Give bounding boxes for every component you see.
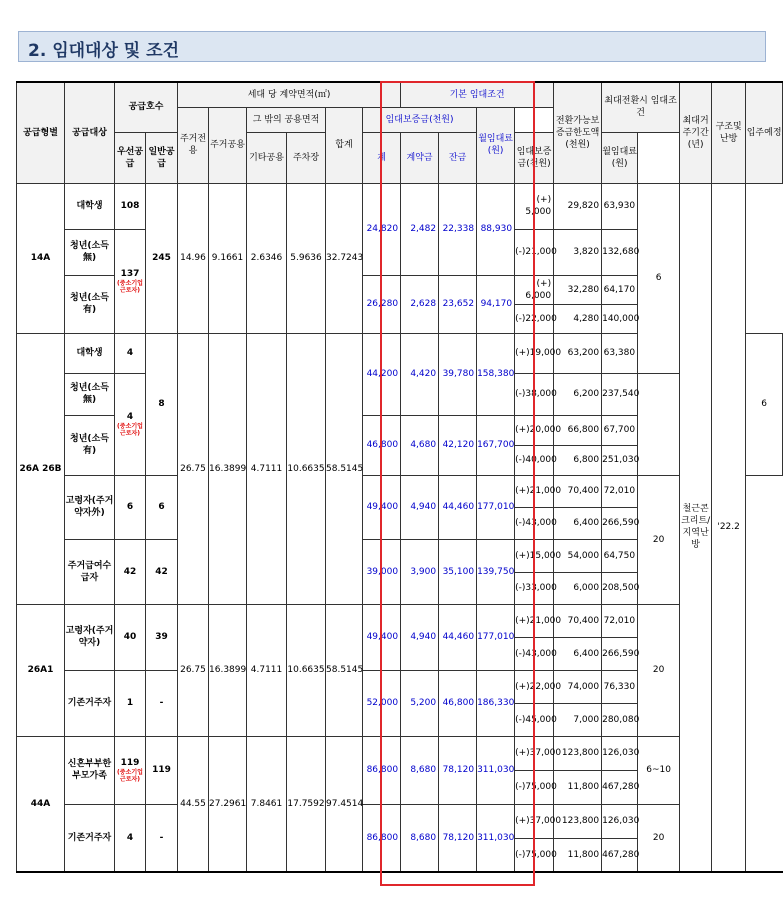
structure-value: 철근콘크리트/지역난방: [680, 183, 712, 872]
parking-area: 17.7592: [287, 736, 326, 872]
target: 기존거주자: [65, 804, 115, 872]
conv-deposit: 3,820: [554, 229, 602, 275]
header-structure: 구조및난방: [712, 82, 746, 183]
general-count: 119: [146, 736, 178, 804]
deposit-sum: 26,280: [363, 275, 401, 333]
conv-limit: (-)43,000: [515, 507, 554, 539]
balance: 46,800: [439, 670, 477, 736]
conv-limit: (-)75,000: [515, 770, 554, 804]
priority-count: 42: [115, 539, 146, 604]
total-area: 32.7243: [326, 183, 363, 333]
target: 고령자(주거약자): [65, 604, 115, 670]
header-deposit-sum: 계: [363, 132, 401, 183]
header-conv-rent: 월임대료(원): [602, 132, 638, 183]
other-area: 7.8461: [247, 736, 287, 872]
header-contract-area: 세대 당 계약면적(㎡): [178, 82, 401, 107]
priority-count: 1: [115, 670, 146, 736]
balance: 35,100: [439, 539, 477, 604]
max-period: 6~10: [638, 736, 680, 804]
max-period: 6: [746, 333, 783, 475]
conv-limit: (-)33,000: [515, 572, 554, 604]
type-26a1: 26A1: [17, 604, 65, 736]
header-move-in: 입주예정: [746, 82, 783, 183]
header-monthly-rent: 월임대료(원): [477, 107, 515, 183]
conv-deposit: 66,800: [554, 415, 602, 445]
header-conv-deposit: 임대보증금(천원): [515, 132, 554, 183]
parking-area: 10.6635: [287, 333, 326, 604]
deposit-sum: 24,820: [363, 183, 401, 275]
target: 기존거주자: [65, 670, 115, 736]
conv-limit: (-)40,000: [515, 445, 554, 475]
header-exclusive: 주거전용: [178, 107, 209, 183]
rental-conditions-table: [16, 81, 783, 873]
conv-rent: 467,280: [602, 770, 638, 804]
monthly-rent: 88,930: [477, 183, 515, 275]
section-title-bar: [18, 31, 766, 62]
deposit-sum: 44,200: [363, 333, 401, 415]
max-period: 20: [638, 604, 680, 736]
conv-rent: 132,680: [602, 229, 638, 275]
deposit-sum: 86,800: [363, 804, 401, 872]
common-area: 9.1661: [209, 183, 247, 333]
general-count: 8: [146, 333, 178, 475]
conv-rent: 64,170: [602, 275, 638, 304]
priority-count: 6: [115, 475, 146, 539]
type-44a: 44A: [17, 736, 65, 872]
general-count: -: [146, 670, 178, 736]
contract-fee: 2,628: [401, 275, 439, 333]
header-balance: 잔금: [439, 132, 477, 183]
target: 청년(소득有): [65, 415, 115, 475]
conv-rent: 280,080: [602, 703, 638, 736]
priority-count: 108: [115, 183, 146, 229]
exclusive-area: 44.55: [178, 736, 209, 872]
conv-limit: (-)21,000: [515, 229, 554, 275]
deposit-sum: 49,400: [363, 475, 401, 539]
conv-limit: (+)21,000: [515, 604, 554, 637]
conv-rent: 72,010: [602, 475, 638, 507]
monthly-rent: 311,030: [477, 804, 515, 872]
conv-rent: 208,500: [602, 572, 638, 604]
conv-limit: (-)43,000: [515, 637, 554, 670]
conv-limit: (+) 6,000: [515, 275, 554, 304]
type-26a-26b: 26A 26B: [17, 333, 65, 604]
priority-count: 4: [115, 333, 146, 373]
conv-deposit: 54,000: [554, 539, 602, 572]
total-area: 97.4514: [326, 736, 363, 872]
monthly-rent: 158,380: [477, 333, 515, 415]
max-period: 6: [638, 183, 680, 373]
conv-deposit: 70,400: [554, 604, 602, 637]
contract-fee: 2,482: [401, 183, 439, 275]
deposit-sum: 39,000: [363, 539, 401, 604]
parking-area: 10.6635: [287, 604, 326, 736]
conv-limit: (+)37,000: [515, 736, 554, 770]
monthly-rent: 311,030: [477, 736, 515, 804]
priority-count: 119 (중소기업근로자): [115, 736, 146, 804]
priority-note: (중소기업근로자): [117, 769, 143, 783]
header-max-conversion: 최대전환시 임대조건: [602, 82, 680, 132]
conv-limit: (+)22,000: [515, 670, 554, 703]
header-basic-conditions: 기본 임대조건: [401, 82, 554, 107]
conv-limit: (-)38,000: [515, 373, 554, 415]
conv-rent: 64,750: [602, 539, 638, 572]
balance: 78,120: [439, 804, 477, 872]
monthly-rent: 186,330: [477, 670, 515, 736]
exclusive-area: 14.96: [178, 183, 209, 333]
exclusive-area: 26.75: [178, 333, 209, 604]
target: 대학생: [65, 183, 115, 229]
target: 청년(소득有): [65, 275, 115, 333]
total-area: 58.5145: [326, 604, 363, 736]
general-count: 245: [146, 183, 178, 333]
header-convertible: 전환가능보증금한도액(천원): [554, 82, 602, 183]
header-deposit: 임대보증금(천원): [363, 107, 477, 132]
priority-count: 4 (중소기업근로자): [115, 373, 146, 475]
conv-deposit: 6,400: [554, 637, 602, 670]
general-count: 6: [146, 475, 178, 539]
contract-fee: 4,420: [401, 333, 439, 415]
monthly-rent: 94,170: [477, 275, 515, 333]
max-period: 20: [638, 475, 680, 604]
deposit-sum: 46,800: [363, 415, 401, 475]
conv-rent: 251,030: [602, 445, 638, 475]
exclusive-area: 26.75: [178, 604, 209, 736]
balance: 39,780: [439, 333, 477, 415]
common-area: 16.3899: [209, 604, 247, 736]
contract-fee: 8,680: [401, 804, 439, 872]
general-count: 39: [146, 604, 178, 670]
conv-limit: (-)22,000: [515, 304, 554, 333]
deposit-sum: 52,000: [363, 670, 401, 736]
header-target: 공급대상: [65, 82, 115, 183]
priority-count: 137 (중소기업근로자): [115, 229, 146, 333]
conv-limit: (+)20,000: [515, 415, 554, 445]
conv-deposit: 11,800: [554, 838, 602, 872]
target: 고령자(주거약자外): [65, 475, 115, 539]
contract-fee: 8,680: [401, 736, 439, 804]
monthly-rent: 139,750: [477, 539, 515, 604]
conv-deposit: 6,400: [554, 507, 602, 539]
conv-rent: 237,540: [602, 373, 638, 415]
contract-fee: 4,940: [401, 475, 439, 539]
conv-deposit: 74,000: [554, 670, 602, 703]
deposit-sum: 86,800: [363, 736, 401, 804]
conv-rent: 266,590: [602, 637, 638, 670]
header-total: 합계: [326, 107, 363, 183]
common-area: 27.2961: [209, 736, 247, 872]
balance: 23,652: [439, 275, 477, 333]
total-area: 58.5145: [326, 333, 363, 604]
conv-rent: 140,000: [602, 304, 638, 333]
conv-deposit: 29,820: [554, 183, 602, 229]
monthly-rent: 167,700: [477, 415, 515, 475]
conv-rent: 76,330: [602, 670, 638, 703]
priority-note: (중소기업근로자): [117, 280, 143, 294]
conv-limit: (+)37,000: [515, 804, 554, 838]
target: 청년(소득無): [65, 373, 115, 415]
header-supply-type: 공급형별: [17, 82, 65, 183]
header-common: 주거공용: [209, 107, 247, 183]
conv-deposit: 6,200: [554, 373, 602, 415]
conv-deposit: 63,200: [554, 333, 602, 373]
monthly-rent: 177,010: [477, 475, 515, 539]
header-other-common: 그 밖의 공용면적: [247, 107, 326, 132]
header-max-period: 최대거주기간(년): [680, 82, 712, 183]
conv-deposit: 11,800: [554, 770, 602, 804]
conv-deposit: 123,800: [554, 804, 602, 838]
conv-rent: 72,010: [602, 604, 638, 637]
conv-rent: 467,280: [602, 838, 638, 872]
conv-deposit: 7,000: [554, 703, 602, 736]
move-in-value: '22.2: [712, 183, 746, 872]
balance: 78,120: [439, 736, 477, 804]
conv-deposit: 4,280: [554, 304, 602, 333]
header-contract-fee: 계약금: [401, 132, 439, 183]
balance: 44,460: [439, 604, 477, 670]
conv-deposit: 32,280: [554, 275, 602, 304]
other-area: 4.7111: [247, 333, 287, 604]
target: 신혼부부한부모가족: [65, 736, 115, 804]
priority-note: (중소기업근로자): [117, 423, 143, 437]
target: 대학생: [65, 333, 115, 373]
conv-limit: (+) 5,000: [515, 183, 554, 229]
header-parking: 주차장: [287, 132, 326, 183]
conv-deposit: 123,800: [554, 736, 602, 770]
parking-area: 5.9636: [287, 183, 326, 333]
general-count: -: [146, 804, 178, 872]
conv-limit: (+)19,000: [515, 333, 554, 373]
common-area: 16.3899: [209, 333, 247, 604]
conv-rent: 67,700: [602, 415, 638, 445]
priority-count: 40: [115, 604, 146, 670]
conv-rent: 63,380: [602, 333, 638, 373]
balance: 42,120: [439, 415, 477, 475]
header-other-common-etc: 기타공용: [247, 132, 287, 183]
priority-count: 4: [115, 804, 146, 872]
conv-rent: 63,930: [602, 183, 638, 229]
conv-limit: (+)15,000: [515, 539, 554, 572]
conv-limit: (+)21,000: [515, 475, 554, 507]
contract-fee: 4,940: [401, 604, 439, 670]
conv-deposit: 6,800: [554, 445, 602, 475]
contract-fee: 3,900: [401, 539, 439, 604]
conv-rent: 266,590: [602, 507, 638, 539]
contract-fee: 4,680: [401, 415, 439, 475]
conv-rent: 126,030: [602, 804, 638, 838]
section-title: 2. 임대대상 및 조건: [28, 41, 179, 61]
monthly-rent: 177,010: [477, 604, 515, 670]
deposit-sum: 49,400: [363, 604, 401, 670]
conv-deposit: 70,400: [554, 475, 602, 507]
contract-fee: 5,200: [401, 670, 439, 736]
target: 주거급여수급자: [65, 539, 115, 604]
header-general: 일반공급: [146, 132, 178, 183]
balance: 44,460: [439, 475, 477, 539]
conv-deposit: 6,000: [554, 572, 602, 604]
other-area: 2.6346: [247, 183, 287, 333]
general-count: 42: [146, 539, 178, 604]
header-supply-count: 공급호수: [115, 82, 178, 132]
header-priority: 우선공급: [115, 132, 146, 183]
conv-limit: (-)75,000: [515, 838, 554, 872]
target: 청년(소득無): [65, 229, 115, 275]
conv-limit: (-)45,000: [515, 703, 554, 736]
max-period: 20: [638, 804, 680, 872]
conv-rent: 126,030: [602, 736, 638, 770]
other-area: 4.7111: [247, 604, 287, 736]
balance: 22,338: [439, 183, 477, 275]
type-14a: 14A: [17, 183, 65, 333]
